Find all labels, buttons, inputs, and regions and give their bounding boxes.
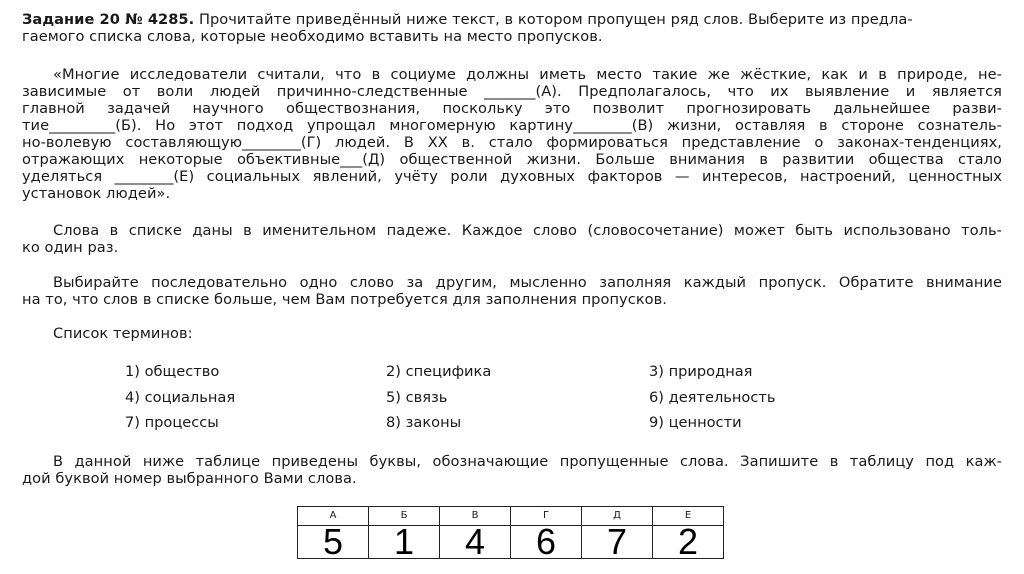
table-intro-line: В данной ниже таблице приведены буквы, обозначающие пропущенные слова. Запишите в таблицу под каж- (53, 453, 1002, 470)
letter-cell: В (440, 507, 511, 526)
letter-cell: Б (369, 507, 440, 526)
answer-table (297, 506, 724, 562)
letter-cell: А (298, 507, 369, 526)
note-line: ко один раз. (22, 239, 119, 256)
term-item: 9) ценности (649, 414, 742, 431)
passage-line: «Многие исследователи считали, что в социуме должны иметь место такие же жёсткие, как и в природе, не- (53, 66, 1002, 83)
task-intro-line-2: гаемого списка слова, которые необходимо вставить на место пропусков. (22, 28, 603, 45)
letter-cell: Д (582, 507, 653, 526)
term-item: 8) законы (386, 414, 462, 431)
answer-cell[interactable]: 6 (511, 526, 582, 559)
note-line: на то, что слов в списке больше, чем Вам потребуется для заполнения пропусков. (22, 291, 667, 308)
table-intro-line: дой буквой номер выбранного Вами слова. (22, 470, 357, 487)
answer-cell[interactable]: 4 (440, 526, 511, 559)
term-item: 1) общество (125, 363, 220, 380)
answer-cell[interactable]: 7 (582, 526, 653, 559)
answer-letters-row (298, 507, 724, 526)
answer-cell[interactable]: 2 (653, 526, 724, 559)
term-item: 5) связь (386, 389, 448, 406)
term-item: 6) деятельность (649, 389, 776, 406)
passage-line: но-волевую составляющую________(Г) людей. В XX в. стало формироваться представление о законах-тенденциях, (22, 134, 1002, 151)
task-header (22, 11, 1002, 28)
answer-cell[interactable]: 5 (298, 526, 369, 559)
answer-values-row (298, 526, 724, 559)
letter-cell: Г (511, 507, 582, 526)
answer-cell[interactable]: 1 (369, 526, 440, 559)
passage-line: тие_________(Б). Но этот подход упрощал многомерную картину________(В) жизни, оставляя в стороне сознатель- (22, 117, 1002, 134)
passage-line: главной задачей научного обществознания, поскольку это позволит прогнозировать дальнейшее разви- (22, 100, 1002, 117)
passage-line: отражающих некоторые объективные___(Д) общественной жизни. Больше внимания в развитии общества стало (22, 151, 1002, 168)
letter-cell: Е (653, 507, 724, 526)
term-item: 2) специфика (386, 363, 492, 380)
term-item: 4) социальная (125, 389, 236, 406)
passage-line: зависимые от воли людей причинно-следственные _______(А). Предполагалось, что их выявление и является (22, 83, 1002, 100)
note-line: Слова в списке даны в именительном падеже. Каждое слово (словосочетание) может быть использовано толь- (53, 222, 1002, 239)
note-line: Выбирайте последовательно одно слово за другим, мысленно заполняя каждый пропуск. Обратите внимание (53, 274, 1002, 291)
terms-heading: Список терминов: (53, 325, 193, 342)
term-item: 7) процессы (125, 414, 219, 431)
task-intro-line-1: Прочитайте приведённый ниже текст, в котором пропущен ряд слов. Выберите из предла- (198, 11, 913, 28)
task-number: Задание 20 № 4285. (22, 11, 195, 28)
passage-line: установок людей». (22, 185, 171, 202)
passage-line: уделяться ________(Е) социальных явлений, учёту роли духовных факторов — интересов, настроений, ценностных (22, 168, 1002, 185)
term-item: 3) природная (649, 363, 753, 380)
